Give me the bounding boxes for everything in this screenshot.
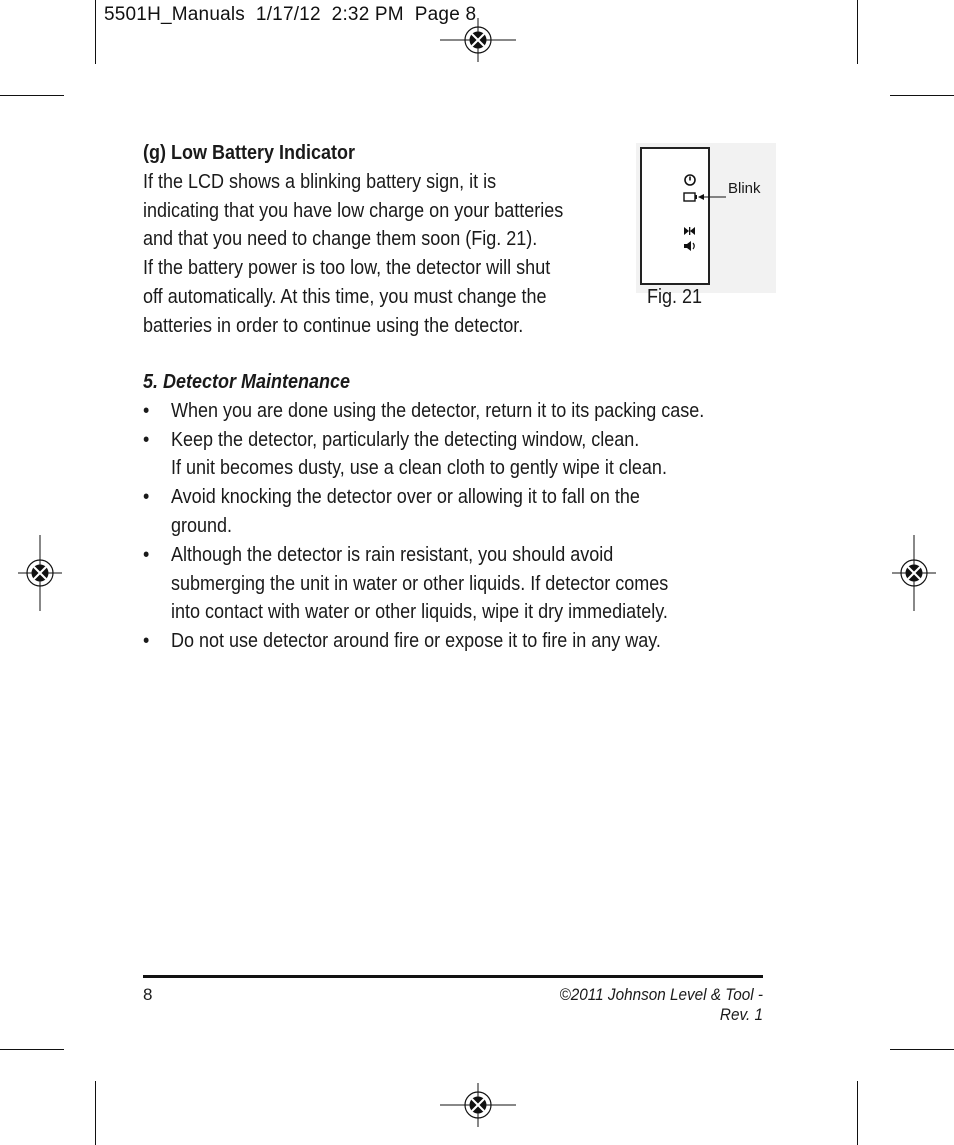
figure-caption: Fig. 21 <box>647 286 703 308</box>
list-item <box>143 426 763 484</box>
maintenance-list <box>143 397 763 656</box>
registration-mark-icon <box>440 18 516 62</box>
list-item-line: If unit becomes dusty, use a clean cloth to gently wipe it clean. <box>171 457 667 480</box>
maintenance-section <box>143 368 763 656</box>
battery-icon <box>683 192 699 202</box>
paragraph-line: If the LCD shows a blinking battery sign, it is <box>143 170 497 193</box>
bullet-icon: • <box>143 630 150 653</box>
page-number: 8 <box>143 985 153 1004</box>
registration-mark-icon <box>440 1083 516 1127</box>
registration-mark-icon <box>892 535 936 611</box>
paragraph-line: batteries in order to continue using the detector. <box>143 314 524 337</box>
paragraph-line: and that you need to change them soon (Fig. 21). <box>143 228 538 251</box>
list-item-line: Although the detector is rain resistant, you should avoid <box>171 543 614 566</box>
paragraph-line: off automatically. At this time, you must change the <box>143 285 547 308</box>
list-item-line: Do not use detector around fire or expose it to fire in any way. <box>171 630 661 653</box>
copyright-notice: ©2011 Johnson Level & Tool - Rev. 1 <box>559 985 763 1024</box>
list-item-line: into contact with water or other liquids, wipe it dry immediately. <box>171 601 668 624</box>
registration-mark-icon <box>18 535 62 611</box>
list-item-line: ground. <box>171 514 233 537</box>
print-slug: 5501H_Manuals 1/17/12 2:32 PM Page 8 <box>104 4 477 25</box>
blink-callout-label: Blink <box>728 180 761 197</box>
list-item <box>143 483 763 541</box>
bullet-icon: • <box>143 428 150 451</box>
lcd-display <box>640 147 710 285</box>
skip-icon <box>683 226 697 236</box>
footer-divider <box>143 975 763 978</box>
section-heading: (g) Low Battery Indicator <box>143 142 356 164</box>
callout-arrow-icon <box>698 190 726 204</box>
speaker-icon <box>683 240 697 252</box>
list-item <box>143 541 763 627</box>
list-item-line: submerging the unit in water or other liquids. If detector comes <box>171 572 669 595</box>
power-icon <box>683 173 697 187</box>
bullet-icon: • <box>143 486 150 509</box>
list-item-line: Avoid knocking the detector over or allowing it to fall on the <box>171 486 640 509</box>
list-item-line: When you are done using the detector, return it to its packing case. <box>171 399 705 422</box>
list-item <box>143 397 763 426</box>
bullet-icon: • <box>143 399 150 422</box>
paragraph-line: If the battery power is too low, the detector will shut <box>143 257 551 280</box>
paragraph-line: indicating that you have low charge on your batteries <box>143 199 564 222</box>
section-title: 5. Detector Maintenance <box>143 371 351 393</box>
list-item <box>143 627 763 656</box>
list-item-line: Keep the detector, particularly the detecting window, clean. <box>171 428 640 451</box>
bullet-icon: • <box>143 543 150 566</box>
